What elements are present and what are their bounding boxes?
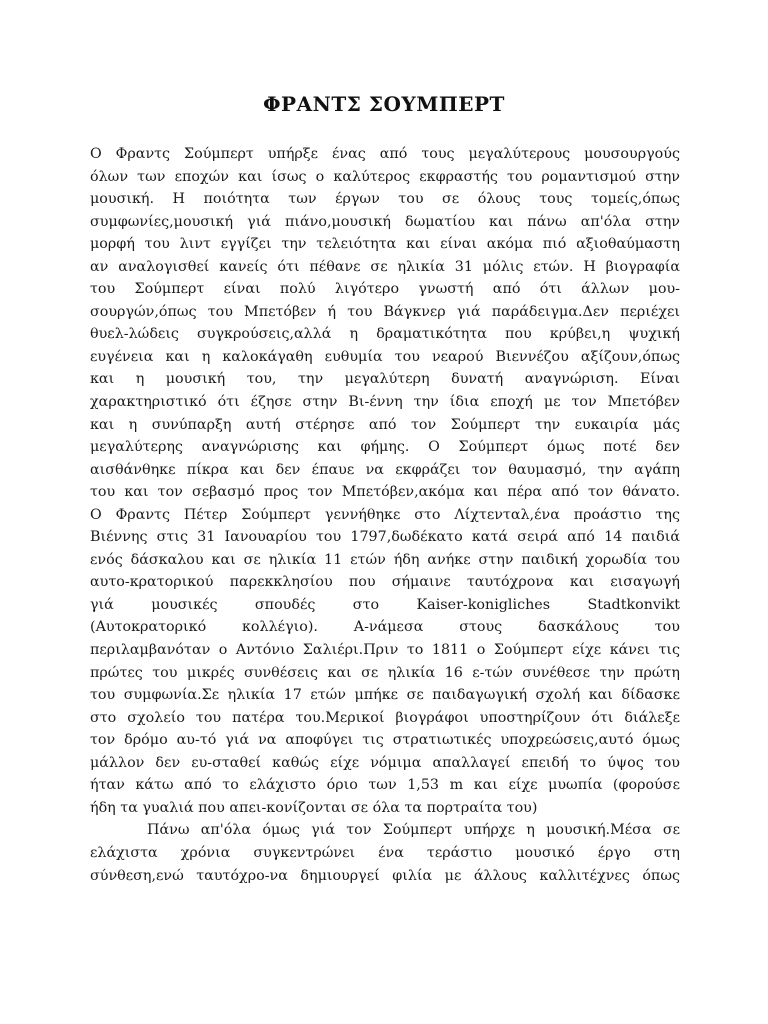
text-line: μουσική. Η ποιότητα των έργων του σε όλους τους τομείς,όπως [90, 191, 680, 208]
text-line: συμφωνίες,μουσική γιά πιάνο,μουσική δωματίου και πάνω απ'όλα στην [90, 213, 680, 230]
text-line: αισθάνθηκε πίκρα και δεν έπαυε να εκφράζει τον θαυμασμό, την αγάπη [90, 461, 680, 478]
text-line: σύνθεση,ενώ ταυτόχρο-να δημιουργεί φιλία με άλλους καλλιτέχνες όπως [90, 867, 680, 884]
text-line: ήταν κάτω από το ελάχιστο όριο των 1,53 m και είχε μυωπία (φορούσε [90, 777, 680, 794]
text-line: στο σχολείο του πατέρα του.Μερικοί βιογράφοι υποστηρίζουν ότι διάλεξε [90, 709, 680, 726]
text-line: χαρακτηριστικό ότι έζησε στην Βι-έννη την ίδια εποχή με τον Μπετόβεν [90, 394, 680, 411]
text-line: Βιέννης στις 31 Ιανουαρίου του 1797,δωδέκατο κατά σειρά από 14 παιδιά [90, 529, 680, 546]
text-line: μεγαλύτερης αναγνώρισης και φήμης. Ο Σούμπερτ όμως ποτέ δεν [90, 439, 680, 456]
text-line: ενός δάσκαλου και σε ηλικία 11 ετών ήδη ανήκε στην παιδική χορωδία του [90, 551, 680, 568]
text-line: ευγένεια και η καλοκάγαθη ευθυμία του νεαρού Βιεννέζου αξίζουν,όπως [90, 348, 680, 365]
text-line: του και τον σεβασμό προς τον Μπετόβεν,ακόμα και πέρα από τον θάνατο. [90, 484, 680, 501]
text-line: σουργών,όπως του Μπετόβεν ή του Βάγκνερ γιά παράδειγμα.Δεν περιέχει [90, 303, 680, 320]
body-text [90, 143, 680, 887]
text-line: γιά μουσικές σπουδές στο Kaiser-konigliches Stadtkonvikt [90, 596, 680, 613]
text-line: Ο Φραντς Πέτερ Σούμπερτ γεννήθηκε στο Λίχτενταλ,ένα προάστιο της [90, 506, 680, 523]
text-line: του Σούμπερτ είναι πολύ λιγότερο γνωστή από ότι άλλων μου- [90, 281, 680, 298]
text-line: όλων των εποχών και ίσως ο καλύτερος εκφραστής του ρομαντισμού στην [90, 168, 680, 185]
text-line: (Αυτοκρατορικό κολλέγιο). Α-νάμεσα στους δασκάλους του [90, 619, 680, 636]
text-line: του συμφωνία.Σε ηλικία 17 ετών μπήκε σε παιδαγωγική σχολή και δίδασκε [90, 687, 680, 704]
text-line: ελάχιστα χρόνια συγκεντρώνει ένα τεράστιο μουσικό έργο στη [90, 844, 680, 861]
text-line: και η συνύπαρξη αυτή στέρησε από τον Σούμπερτ την ευκαιρία μάς [90, 416, 680, 433]
text-line: περιλαμβανόταν ο Αντόνιο Σαλιέρι.Πριν το 1811 ο Σούμπερτ είχε κάνει τις [90, 642, 680, 659]
page-title: ΦΡΑΝΤΣ ΣΟΥΜΠΕΡΤ [263, 92, 505, 116]
text-line: αν αναλογισθεί κανείς ότι πέθανε σε ηλικία 31 μόλις ετών. Η βιογραφία [90, 258, 680, 275]
text-line: ήδη τα γυαλιά που απει-κονίζονται σε όλα τα πορτραίτα του) [90, 799, 538, 816]
text-line: μορφή του λιντ εγγίζει την τελειότητα και είναι ακόμα πιό αξιοθαύμαστη [90, 236, 680, 253]
text-line: θυελ-λώδεις συγκρούσεις,αλλά η δραματικότητα που κρύβει,η ψυχική [90, 326, 680, 343]
text-line: μάλλον δεν ευ-σταθεί καθώς είχε νόμιμα απαλλαγεί επειδή το ύψος του [90, 754, 680, 771]
text-line: Ο Φραντς Σούμπερτ υπήρξε ένας από τους μεγαλύτερους μουσουργούς [90, 146, 680, 162]
text-line: πρώτες του μικρές συνθέσεις και σε ηλικία 16 ε-τών συνέθεσε την πρώτη [90, 664, 680, 681]
text-line: Πάνω απ'όλα όμως γιά τον Σούμπερτ υπήρχε η μουσική.Μέσα σε [147, 822, 680, 839]
text-line: τον δρόμο αυ-τό γιά να αποφύγει τις στρατιωτικές υποχρεώσεις,αυτό όμως [90, 732, 680, 749]
text-line: αυτο-κρατορικού παρεκκλησίου που σήμαινε ταυτόχρονα και εισαγωγή [90, 574, 680, 591]
text-line: και η μουσική του, την μεγαλύτερη δυνατή αναγνώριση. Είναι [90, 371, 680, 388]
